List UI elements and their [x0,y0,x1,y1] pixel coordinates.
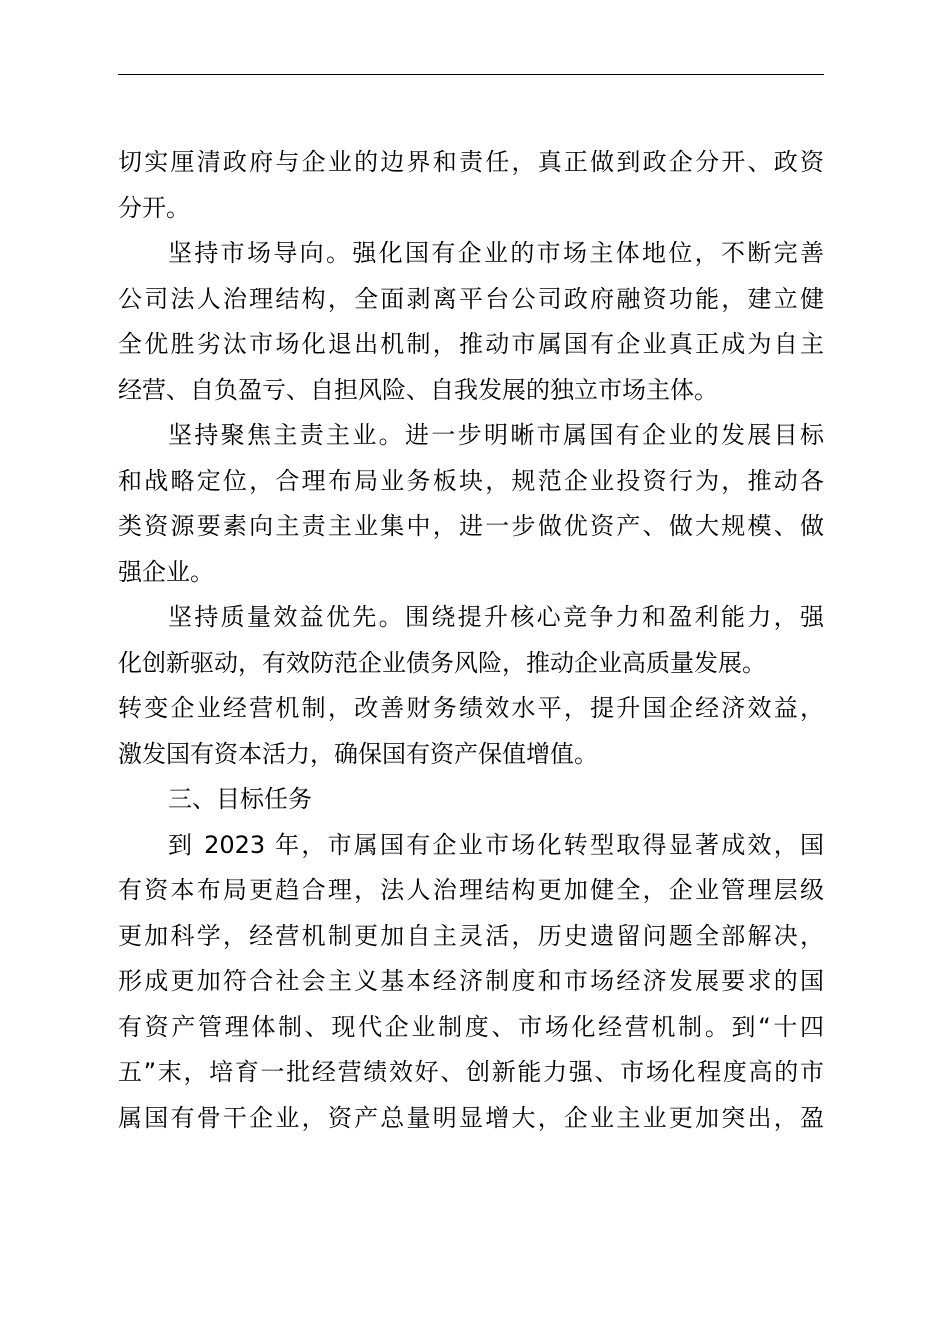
paragraph-first-line: 坚持聚焦主责主业。进一步明晰市属国有企业的发展目标 [168,421,824,449]
text-line: 强企业。 [118,557,214,586]
text-line: 更加科学，经营机制更加自主灵活，历史遗留问题全部解决， [118,921,824,950]
header-rule [118,74,824,75]
text-line: 分开。 [118,193,190,222]
text-line: 经营、自负盈亏、自担风险、自我发展的独立市场主体。 [118,375,718,404]
paragraph-first-line: 坚持质量效益优先。围绕提升核心竞争力和盈利能力，强 [168,603,824,631]
text-line: 五”末，培育一批经营绩效好、创新能力强、市场化程度高的市 [118,1058,824,1086]
text-line: 激发国有资本活力，确保国有资产保值增值。 [118,739,598,768]
text-line: 全优胜劣汰市场化退出机制，推动市属国有企业真正成为自主 [118,330,824,358]
text-line: 形成更加符合社会主义基本经济制度和市场经济发展要求的国 [118,967,824,995]
paragraph-first-line: 到 2023 年，市属国有企业市场化转型取得显著成效，国 [168,830,824,859]
text-line: 化创新驱动，有效防范企业债务风险，推动企业高质量发展。 [118,648,766,677]
text-line: 转变企业经营机制，改善财务绩效水平，提升国企经济效益， [118,694,824,722]
text-line: 属国有骨干企业，资产总量明显增大，企业主业更加突出，盈 [118,1103,824,1132]
text-line: 类资源要素向主责主业集中，进一步做优资产、做大规模、做 [118,512,824,540]
text-line: 有资本布局更趋合理，法人治理结构更加健全，企业管理层级 [118,876,824,904]
text-line: 切实厘清政府与企业的边界和责任，真正做到政企分开、政资 [118,148,824,176]
text-line: 公司法人治理结构，全面剥离平台公司政府融资功能，建立健 [118,284,824,313]
section-heading: 三、目标任务 [168,785,312,813]
text-line: 有资产管理体制、现代企业制度、市场化经营机制。到“十四 [118,1012,824,1041]
text-line: 和战略定位，合理布局业务板块，规范企业投资行为，推动各 [118,466,824,495]
paragraph-first-line: 坚持市场导向。强化国有企业的市场主体地位，不断完善 [168,239,824,267]
document-body [118,140,824,1141]
